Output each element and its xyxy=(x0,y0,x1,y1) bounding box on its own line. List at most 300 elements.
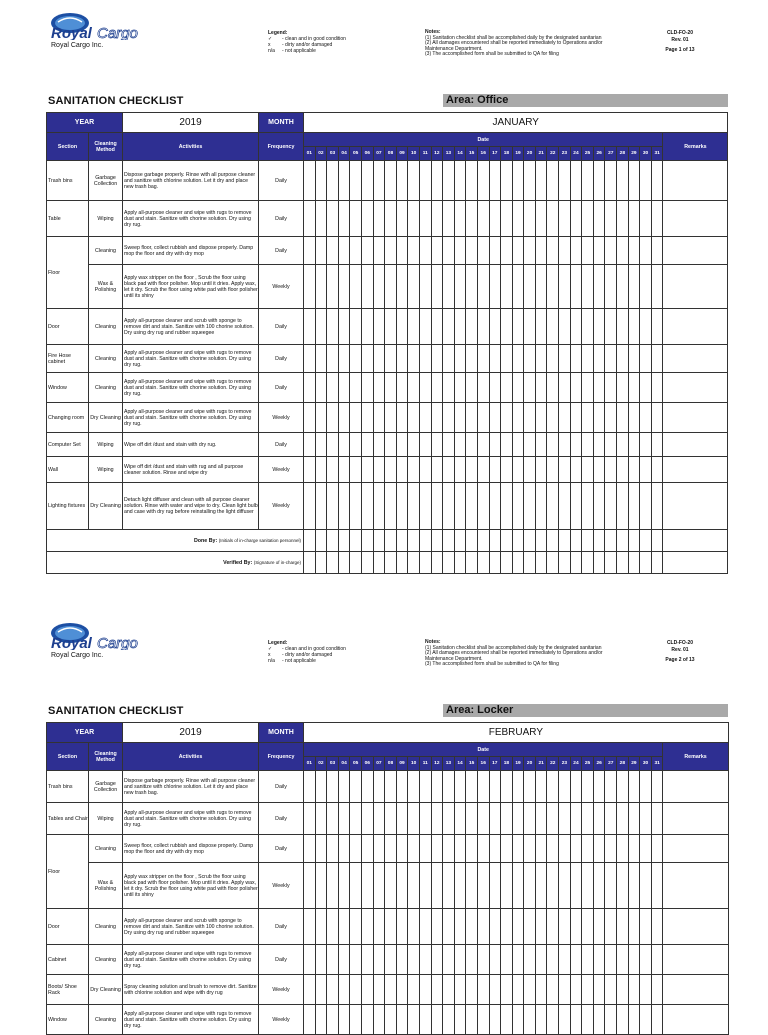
day-check-cell[interactable] xyxy=(431,483,443,530)
signature-cell[interactable] xyxy=(396,530,408,552)
day-check-cell[interactable] xyxy=(419,975,431,1005)
day-check-cell[interactable] xyxy=(454,161,466,201)
day-check-cell[interactable] xyxy=(338,771,350,803)
day-check-cell[interactable] xyxy=(593,237,605,265)
day-check-cell[interactable] xyxy=(327,975,339,1005)
day-check-cell[interactable] xyxy=(617,771,629,803)
day-check-cell[interactable] xyxy=(396,201,408,237)
day-check-cell[interactable] xyxy=(524,863,536,909)
day-check-cell[interactable] xyxy=(454,373,466,403)
day-check-cell[interactable] xyxy=(466,345,478,373)
day-check-cell[interactable] xyxy=(419,237,431,265)
day-check-cell[interactable] xyxy=(512,1005,524,1035)
day-check-cell[interactable] xyxy=(605,975,617,1005)
day-check-cell[interactable] xyxy=(628,483,640,530)
day-check-cell[interactable] xyxy=(489,863,501,909)
day-check-cell[interactable] xyxy=(454,975,466,1005)
day-check-cell[interactable] xyxy=(477,457,489,483)
day-check-cell[interactable] xyxy=(396,237,408,265)
day-check-cell[interactable] xyxy=(304,237,316,265)
day-check-cell[interactable] xyxy=(582,803,594,835)
day-check-cell[interactable] xyxy=(454,863,466,909)
day-check-cell[interactable] xyxy=(501,457,513,483)
day-check-cell[interactable] xyxy=(535,237,547,265)
day-check-cell[interactable] xyxy=(617,433,629,457)
signature-cell[interactable] xyxy=(419,530,431,552)
day-check-cell[interactable] xyxy=(443,771,455,803)
signature-remarks-cell[interactable] xyxy=(663,552,728,574)
day-check-cell[interactable] xyxy=(431,945,443,975)
day-check-cell[interactable] xyxy=(489,457,501,483)
day-check-cell[interactable] xyxy=(547,863,559,909)
signature-cell[interactable] xyxy=(547,552,559,574)
signature-cell[interactable] xyxy=(408,530,420,552)
day-check-cell[interactable] xyxy=(628,309,640,345)
day-check-cell[interactable] xyxy=(512,771,524,803)
day-check-cell[interactable] xyxy=(570,237,582,265)
day-check-cell[interactable] xyxy=(443,909,455,945)
day-check-cell[interactable] xyxy=(535,345,547,373)
day-check-cell[interactable] xyxy=(431,345,443,373)
day-check-cell[interactable] xyxy=(617,975,629,1005)
day-check-cell[interactable] xyxy=(593,373,605,403)
signature-cell[interactable] xyxy=(535,552,547,574)
day-check-cell[interactable] xyxy=(419,265,431,309)
day-check-cell[interactable] xyxy=(350,345,362,373)
signature-cell[interactable] xyxy=(651,530,663,552)
day-check-cell[interactable] xyxy=(524,803,536,835)
day-check-cell[interactable] xyxy=(640,373,652,403)
day-check-cell[interactable] xyxy=(593,457,605,483)
day-check-cell[interactable] xyxy=(535,373,547,403)
day-check-cell[interactable] xyxy=(338,265,350,309)
remarks-cell[interactable] xyxy=(663,909,728,945)
day-check-cell[interactable] xyxy=(605,403,617,433)
day-check-cell[interactable] xyxy=(605,237,617,265)
day-check-cell[interactable] xyxy=(408,803,420,835)
day-check-cell[interactable] xyxy=(373,345,385,373)
day-check-cell[interactable] xyxy=(651,1005,663,1035)
day-check-cell[interactable] xyxy=(454,201,466,237)
day-check-cell[interactable] xyxy=(628,863,640,909)
day-check-cell[interactable] xyxy=(593,863,605,909)
day-check-cell[interactable] xyxy=(454,1005,466,1035)
day-check-cell[interactable] xyxy=(350,237,362,265)
day-check-cell[interactable] xyxy=(408,433,420,457)
day-check-cell[interactable] xyxy=(582,201,594,237)
day-check-cell[interactable] xyxy=(466,483,478,530)
day-check-cell[interactable] xyxy=(524,161,536,201)
signature-cell[interactable] xyxy=(315,552,327,574)
day-check-cell[interactable] xyxy=(408,457,420,483)
day-check-cell[interactable] xyxy=(385,161,397,201)
signature-cell[interactable] xyxy=(443,530,455,552)
day-check-cell[interactable] xyxy=(431,457,443,483)
day-check-cell[interactable] xyxy=(512,863,524,909)
day-check-cell[interactable] xyxy=(408,771,420,803)
day-check-cell[interactable] xyxy=(419,433,431,457)
day-check-cell[interactable] xyxy=(350,863,362,909)
day-check-cell[interactable] xyxy=(582,161,594,201)
day-check-cell[interactable] xyxy=(524,457,536,483)
day-check-cell[interactable] xyxy=(454,835,466,863)
day-check-cell[interactable] xyxy=(454,483,466,530)
signature-cell[interactable] xyxy=(373,530,385,552)
signature-cell[interactable] xyxy=(396,552,408,574)
day-check-cell[interactable] xyxy=(501,863,513,909)
day-check-cell[interactable] xyxy=(466,161,478,201)
signature-cell[interactable] xyxy=(524,530,536,552)
day-check-cell[interactable] xyxy=(361,433,373,457)
signature-cell[interactable] xyxy=(489,530,501,552)
day-check-cell[interactable] xyxy=(396,309,408,345)
day-check-cell[interactable] xyxy=(315,1005,327,1035)
day-check-cell[interactable] xyxy=(489,433,501,457)
day-check-cell[interactable] xyxy=(605,433,617,457)
day-check-cell[interactable] xyxy=(361,161,373,201)
day-check-cell[interactable] xyxy=(582,1005,594,1035)
day-check-cell[interactable] xyxy=(443,345,455,373)
day-check-cell[interactable] xyxy=(466,237,478,265)
day-check-cell[interactable] xyxy=(559,483,571,530)
day-check-cell[interactable] xyxy=(350,803,362,835)
day-check-cell[interactable] xyxy=(408,975,420,1005)
day-check-cell[interactable] xyxy=(593,835,605,863)
signature-cell[interactable] xyxy=(373,552,385,574)
signature-cell[interactable] xyxy=(327,552,339,574)
day-check-cell[interactable] xyxy=(338,161,350,201)
signature-cell[interactable] xyxy=(605,552,617,574)
day-check-cell[interactable] xyxy=(338,237,350,265)
day-check-cell[interactable] xyxy=(477,373,489,403)
day-check-cell[interactable] xyxy=(651,863,663,909)
day-check-cell[interactable] xyxy=(315,201,327,237)
day-check-cell[interactable] xyxy=(431,309,443,345)
day-check-cell[interactable] xyxy=(547,803,559,835)
day-check-cell[interactable] xyxy=(327,771,339,803)
day-check-cell[interactable] xyxy=(304,433,316,457)
day-check-cell[interactable] xyxy=(454,345,466,373)
day-check-cell[interactable] xyxy=(570,771,582,803)
day-check-cell[interactable] xyxy=(512,803,524,835)
day-check-cell[interactable] xyxy=(431,265,443,309)
day-check-cell[interactable] xyxy=(570,161,582,201)
day-check-cell[interactable] xyxy=(547,483,559,530)
day-check-cell[interactable] xyxy=(501,265,513,309)
signature-cell[interactable] xyxy=(501,552,513,574)
signature-cell[interactable] xyxy=(570,530,582,552)
day-check-cell[interactable] xyxy=(431,403,443,433)
day-check-cell[interactable] xyxy=(628,345,640,373)
day-check-cell[interactable] xyxy=(512,835,524,863)
day-check-cell[interactable] xyxy=(327,803,339,835)
day-check-cell[interactable] xyxy=(385,975,397,1005)
day-check-cell[interactable] xyxy=(570,433,582,457)
day-check-cell[interactable] xyxy=(605,373,617,403)
day-check-cell[interactable] xyxy=(547,975,559,1005)
day-check-cell[interactable] xyxy=(524,201,536,237)
day-check-cell[interactable] xyxy=(477,309,489,345)
day-check-cell[interactable] xyxy=(605,161,617,201)
day-check-cell[interactable] xyxy=(443,403,455,433)
day-check-cell[interactable] xyxy=(396,483,408,530)
signature-cell[interactable] xyxy=(628,552,640,574)
day-check-cell[interactable] xyxy=(640,945,652,975)
signature-cell[interactable] xyxy=(338,552,350,574)
remarks-cell[interactable] xyxy=(663,373,728,403)
signature-cell[interactable] xyxy=(350,552,362,574)
signature-cell[interactable] xyxy=(304,552,316,574)
day-check-cell[interactable] xyxy=(570,345,582,373)
day-check-cell[interactable] xyxy=(350,909,362,945)
day-check-cell[interactable] xyxy=(640,433,652,457)
day-check-cell[interactable] xyxy=(361,1005,373,1035)
day-check-cell[interactable] xyxy=(628,803,640,835)
day-check-cell[interactable] xyxy=(593,265,605,309)
day-check-cell[interactable] xyxy=(443,161,455,201)
day-check-cell[interactable] xyxy=(466,835,478,863)
day-check-cell[interactable] xyxy=(408,863,420,909)
day-check-cell[interactable] xyxy=(385,863,397,909)
day-check-cell[interactable] xyxy=(570,457,582,483)
day-check-cell[interactable] xyxy=(431,863,443,909)
day-check-cell[interactable] xyxy=(466,803,478,835)
day-check-cell[interactable] xyxy=(570,201,582,237)
day-check-cell[interactable] xyxy=(501,403,513,433)
remarks-cell[interactable] xyxy=(663,483,728,530)
day-check-cell[interactable] xyxy=(315,237,327,265)
day-check-cell[interactable] xyxy=(350,433,362,457)
day-check-cell[interactable] xyxy=(547,1005,559,1035)
day-check-cell[interactable] xyxy=(350,265,362,309)
day-check-cell[interactable] xyxy=(443,265,455,309)
day-check-cell[interactable] xyxy=(373,909,385,945)
day-check-cell[interactable] xyxy=(489,237,501,265)
day-check-cell[interactable] xyxy=(315,835,327,863)
day-check-cell[interactable] xyxy=(385,835,397,863)
day-check-cell[interactable] xyxy=(640,803,652,835)
day-check-cell[interactable] xyxy=(628,403,640,433)
day-check-cell[interactable] xyxy=(373,483,385,530)
day-check-cell[interactable] xyxy=(373,161,385,201)
day-check-cell[interactable] xyxy=(315,803,327,835)
day-check-cell[interactable] xyxy=(385,433,397,457)
day-check-cell[interactable] xyxy=(419,373,431,403)
day-check-cell[interactable] xyxy=(385,237,397,265)
day-check-cell[interactable] xyxy=(477,1005,489,1035)
day-check-cell[interactable] xyxy=(361,201,373,237)
day-check-cell[interactable] xyxy=(559,237,571,265)
day-check-cell[interactable] xyxy=(617,373,629,403)
day-check-cell[interactable] xyxy=(489,909,501,945)
day-check-cell[interactable] xyxy=(535,1005,547,1035)
day-check-cell[interactable] xyxy=(396,161,408,201)
day-check-cell[interactable] xyxy=(385,457,397,483)
day-check-cell[interactable] xyxy=(524,373,536,403)
day-check-cell[interactable] xyxy=(327,945,339,975)
day-check-cell[interactable] xyxy=(350,309,362,345)
day-check-cell[interactable] xyxy=(512,457,524,483)
day-check-cell[interactable] xyxy=(373,975,385,1005)
day-check-cell[interactable] xyxy=(617,835,629,863)
day-check-cell[interactable] xyxy=(443,433,455,457)
day-check-cell[interactable] xyxy=(304,309,316,345)
day-check-cell[interactable] xyxy=(396,345,408,373)
day-check-cell[interactable] xyxy=(338,1005,350,1035)
day-check-cell[interactable] xyxy=(535,265,547,309)
day-check-cell[interactable] xyxy=(408,945,420,975)
day-check-cell[interactable] xyxy=(477,483,489,530)
day-check-cell[interactable] xyxy=(535,201,547,237)
day-check-cell[interactable] xyxy=(547,161,559,201)
day-check-cell[interactable] xyxy=(640,975,652,1005)
day-check-cell[interactable] xyxy=(408,161,420,201)
day-check-cell[interactable] xyxy=(361,945,373,975)
signature-cell[interactable] xyxy=(582,552,594,574)
day-check-cell[interactable] xyxy=(501,483,513,530)
day-check-cell[interactable] xyxy=(547,373,559,403)
remarks-cell[interactable] xyxy=(663,1005,728,1035)
day-check-cell[interactable] xyxy=(419,803,431,835)
day-check-cell[interactable] xyxy=(512,975,524,1005)
day-check-cell[interactable] xyxy=(350,373,362,403)
day-check-cell[interactable] xyxy=(651,201,663,237)
day-check-cell[interactable] xyxy=(373,803,385,835)
day-check-cell[interactable] xyxy=(651,803,663,835)
day-check-cell[interactable] xyxy=(605,945,617,975)
day-check-cell[interactable] xyxy=(327,457,339,483)
day-check-cell[interactable] xyxy=(466,373,478,403)
day-check-cell[interactable] xyxy=(338,835,350,863)
day-check-cell[interactable] xyxy=(338,457,350,483)
day-check-cell[interactable] xyxy=(373,863,385,909)
day-check-cell[interactable] xyxy=(419,403,431,433)
day-check-cell[interactable] xyxy=(628,457,640,483)
day-check-cell[interactable] xyxy=(489,373,501,403)
day-check-cell[interactable] xyxy=(489,345,501,373)
day-check-cell[interactable] xyxy=(315,457,327,483)
day-check-cell[interactable] xyxy=(547,201,559,237)
day-check-cell[interactable] xyxy=(582,945,594,975)
month-value[interactable]: JANUARY xyxy=(304,113,728,133)
day-check-cell[interactable] xyxy=(651,345,663,373)
day-check-cell[interactable] xyxy=(350,201,362,237)
day-check-cell[interactable] xyxy=(396,373,408,403)
day-check-cell[interactable] xyxy=(315,309,327,345)
day-check-cell[interactable] xyxy=(385,803,397,835)
signature-cell[interactable] xyxy=(443,552,455,574)
day-check-cell[interactable] xyxy=(477,433,489,457)
day-check-cell[interactable] xyxy=(524,945,536,975)
day-check-cell[interactable] xyxy=(361,457,373,483)
day-check-cell[interactable] xyxy=(605,909,617,945)
day-check-cell[interactable] xyxy=(327,265,339,309)
day-check-cell[interactable] xyxy=(304,265,316,309)
day-check-cell[interactable] xyxy=(431,237,443,265)
day-check-cell[interactable] xyxy=(315,863,327,909)
day-check-cell[interactable] xyxy=(385,309,397,345)
day-check-cell[interactable] xyxy=(408,309,420,345)
day-check-cell[interactable] xyxy=(361,975,373,1005)
day-check-cell[interactable] xyxy=(651,309,663,345)
day-check-cell[interactable] xyxy=(454,309,466,345)
remarks-cell[interactable] xyxy=(663,771,728,803)
day-check-cell[interactable] xyxy=(466,201,478,237)
day-check-cell[interactable] xyxy=(617,909,629,945)
day-check-cell[interactable] xyxy=(547,945,559,975)
year-value[interactable]: 2019 xyxy=(123,723,259,743)
day-check-cell[interactable] xyxy=(640,771,652,803)
day-check-cell[interactable] xyxy=(315,909,327,945)
day-check-cell[interactable] xyxy=(605,309,617,345)
day-check-cell[interactable] xyxy=(605,483,617,530)
day-check-cell[interactable] xyxy=(628,373,640,403)
day-check-cell[interactable] xyxy=(501,345,513,373)
day-check-cell[interactable] xyxy=(419,909,431,945)
day-check-cell[interactable] xyxy=(338,345,350,373)
day-check-cell[interactable] xyxy=(535,863,547,909)
day-check-cell[interactable] xyxy=(628,265,640,309)
day-check-cell[interactable] xyxy=(535,803,547,835)
day-check-cell[interactable] xyxy=(396,945,408,975)
day-check-cell[interactable] xyxy=(628,835,640,863)
day-check-cell[interactable] xyxy=(640,345,652,373)
day-check-cell[interactable] xyxy=(617,483,629,530)
day-check-cell[interactable] xyxy=(651,433,663,457)
day-check-cell[interactable] xyxy=(408,483,420,530)
day-check-cell[interactable] xyxy=(373,433,385,457)
signature-cell[interactable] xyxy=(454,530,466,552)
day-check-cell[interactable] xyxy=(489,265,501,309)
day-check-cell[interactable] xyxy=(559,373,571,403)
day-check-cell[interactable] xyxy=(640,161,652,201)
day-check-cell[interactable] xyxy=(304,161,316,201)
day-check-cell[interactable] xyxy=(338,403,350,433)
day-check-cell[interactable] xyxy=(466,975,478,1005)
signature-cell[interactable] xyxy=(501,530,513,552)
day-check-cell[interactable] xyxy=(315,345,327,373)
day-check-cell[interactable] xyxy=(361,483,373,530)
day-check-cell[interactable] xyxy=(628,771,640,803)
day-check-cell[interactable] xyxy=(547,433,559,457)
day-check-cell[interactable] xyxy=(373,265,385,309)
day-check-cell[interactable] xyxy=(350,1005,362,1035)
day-check-cell[interactable] xyxy=(315,483,327,530)
day-check-cell[interactable] xyxy=(443,483,455,530)
day-check-cell[interactable] xyxy=(582,975,594,1005)
day-check-cell[interactable] xyxy=(443,237,455,265)
day-check-cell[interactable] xyxy=(570,483,582,530)
day-check-cell[interactable] xyxy=(489,803,501,835)
day-check-cell[interactable] xyxy=(396,803,408,835)
day-check-cell[interactable] xyxy=(512,161,524,201)
day-check-cell[interactable] xyxy=(454,909,466,945)
day-check-cell[interactable] xyxy=(361,345,373,373)
day-check-cell[interactable] xyxy=(524,835,536,863)
day-check-cell[interactable] xyxy=(338,945,350,975)
day-check-cell[interactable] xyxy=(524,483,536,530)
day-check-cell[interactable] xyxy=(559,457,571,483)
day-check-cell[interactable] xyxy=(443,309,455,345)
day-check-cell[interactable] xyxy=(477,237,489,265)
day-check-cell[interactable] xyxy=(443,201,455,237)
day-check-cell[interactable] xyxy=(443,975,455,1005)
day-check-cell[interactable] xyxy=(501,201,513,237)
day-check-cell[interactable] xyxy=(304,345,316,373)
day-check-cell[interactable] xyxy=(524,433,536,457)
day-check-cell[interactable] xyxy=(443,835,455,863)
day-check-cell[interactable] xyxy=(512,345,524,373)
